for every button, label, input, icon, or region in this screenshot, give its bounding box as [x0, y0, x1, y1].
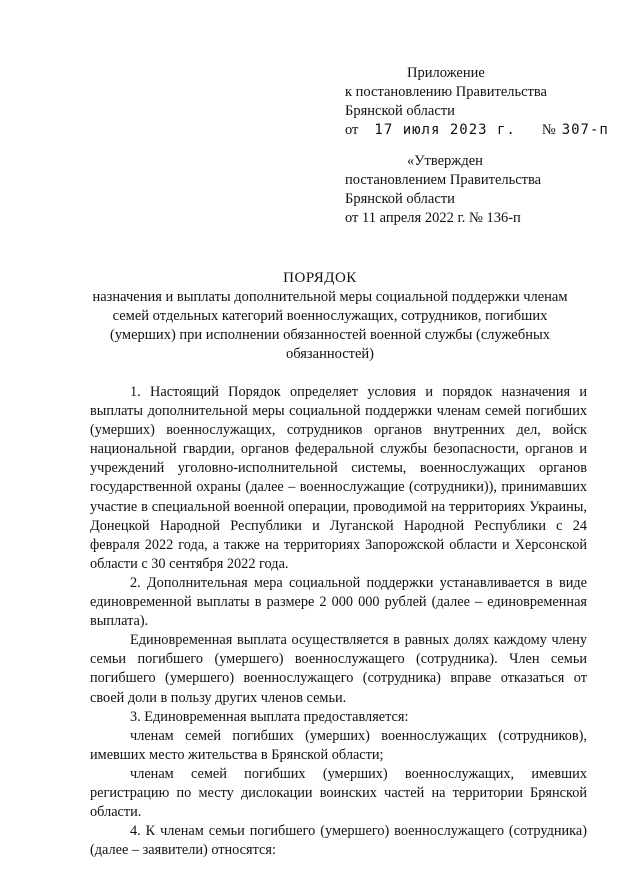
- approved-reference: постановлением Правительства: [345, 172, 542, 188]
- appendix-region: Брянской области: [345, 103, 455, 119]
- approved-date: от 11 апреля 2022 г. № 136-п: [345, 210, 521, 226]
- document-subtitle: назначения и выплаты дополнительной меры социальной поддержки членам семей отдельных категорий военнослужащих, сотрудников, погибших (умерших) при исполнении обязанностей военной службы (служебных обязанностей): [92, 289, 568, 362]
- paragraph: членам семей погибших (умерших) военнослужащих, имевших регистрацию по месту дислокации воинских частей на территории Брянской области.: [90, 765, 587, 821]
- number-prefix: №: [541, 122, 556, 138]
- number-value: 307-п: [561, 122, 609, 138]
- paragraph: 3. Единовременная выплата предоставляется:: [130, 708, 409, 725]
- paragraph: 1. Настоящий Порядок определяет условия и порядок назначения и выплаты дополнительной меры социальной поддержки членам семей погибших (умерших) военнослужащих, сотрудников органов внутренних дел, войск национальной гвардии, органов федеральной службы безопасности, органов и учреждений уголовно-исполнительной системы, военнослужащих органов государственной охраны (далее – военнослужащие (сотрудники)), принимавших участие в специальной военной операции, проводимой на территориях Украины, Донецкой Народной Республики и Луганской Народной Республики с 24 февраля 2022 года, а также на территориях Запорожской области и Херсонской области с 30 сентября 2022 года.: [90, 384, 587, 572]
- approved-header: [345, 152, 615, 228]
- appendix-reference: к постановлению Правительства: [345, 84, 547, 100]
- approved-title: «Утвержден: [407, 153, 483, 169]
- appendix-title: Приложение: [407, 65, 485, 81]
- paragraph: 2. Дополнительная мера социальной поддержки устанавливается в виде единовременной выплаты в размере 2 000 000 рублей (далее – единовременная выплата).: [90, 574, 587, 630]
- date-prefix: от: [345, 122, 359, 138]
- document-body: [90, 383, 587, 860]
- appendix-date-line: [345, 121, 615, 140]
- approved-region: Брянской области: [345, 191, 455, 207]
- document-title: ПОРЯДОК: [283, 270, 357, 286]
- appendix-header: [345, 64, 615, 140]
- paragraph: Единовременная выплата осуществляется в равных долях каждому члену семьи погибшего (умершего) военнослужащего (сотрудника). Член семьи погибшего (умершего) военнослужащего (сотрудника) вправе отказаться от своей доли в пользу других членов семьи.: [90, 632, 587, 706]
- date-value: 17 июля 2023 г.: [374, 122, 516, 138]
- paragraph: 4. К членам семьи погибшего (умершего) военнослужащего (сотрудника) (далее – заявители) относятся:: [90, 823, 587, 859]
- paragraph: членам семей погибших (умерших) военнослужащих (сотрудников), имевших место жительства в Брянской области;: [90, 727, 587, 763]
